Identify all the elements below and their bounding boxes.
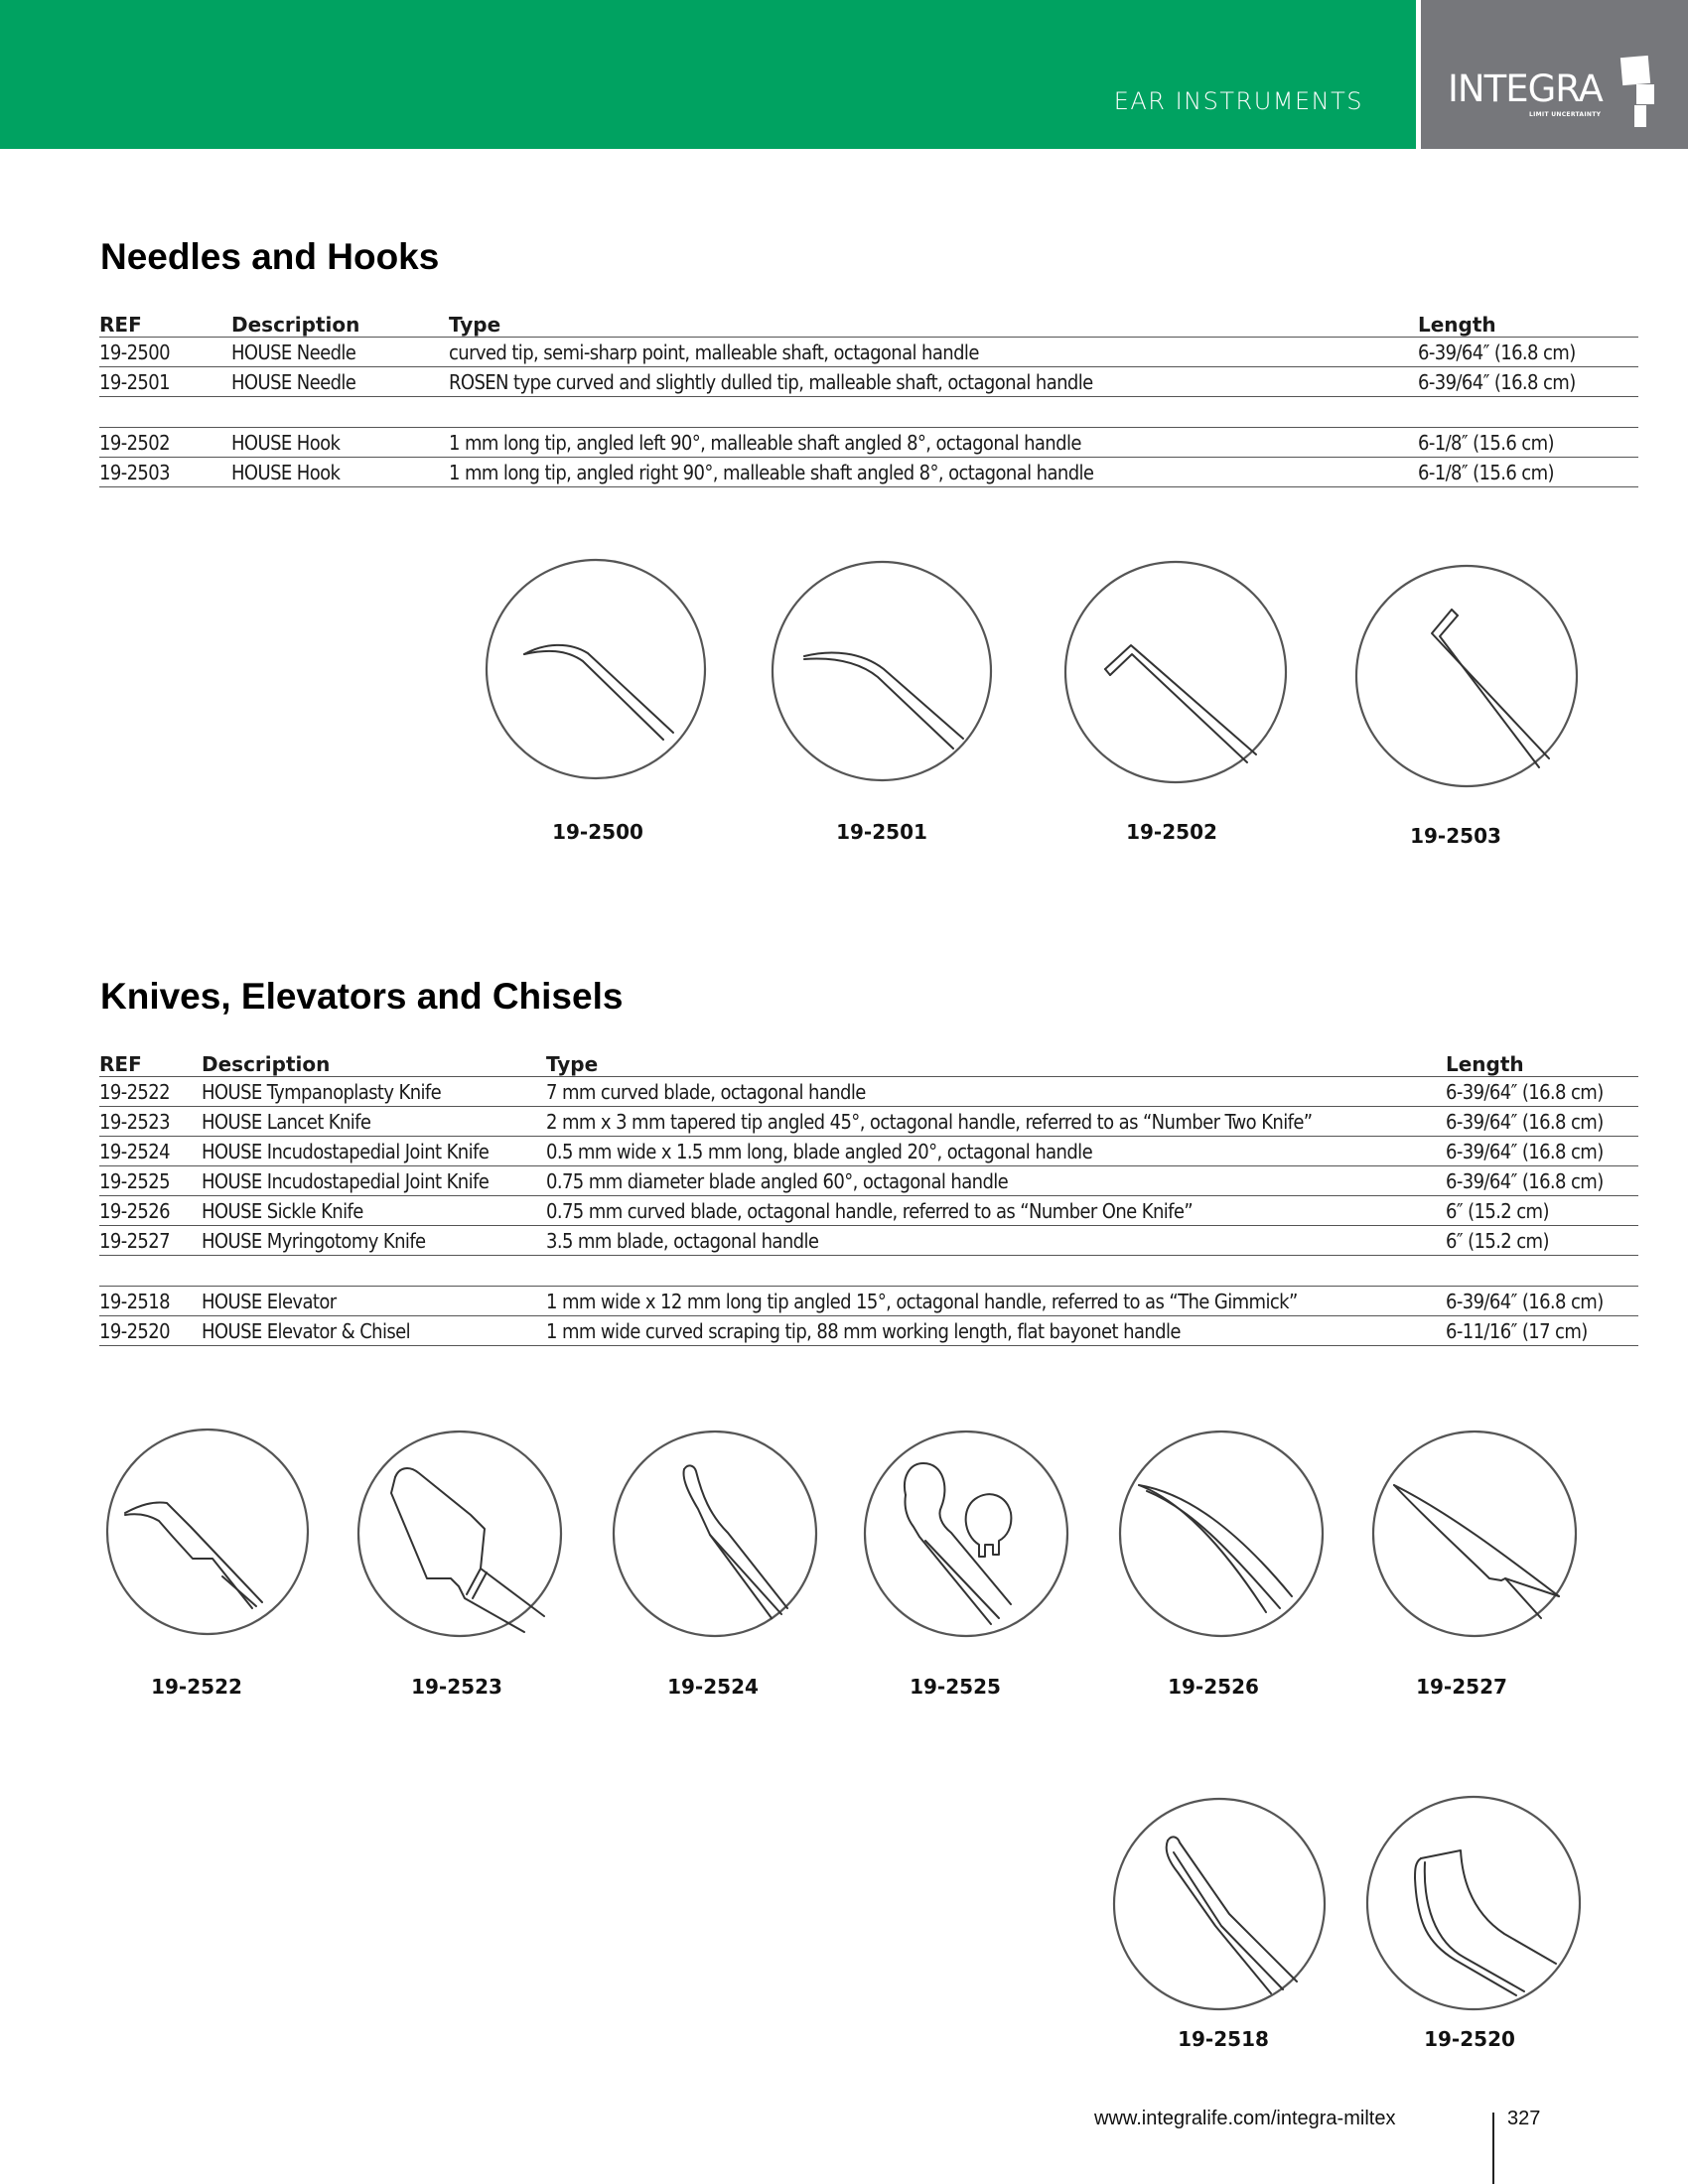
type-cell: 1 mm long tip, angled right 90°, malleable shaft angled 8°, octagonal handle — [449, 458, 1418, 487]
description-cell: HOUSE Elevator — [202, 1287, 546, 1316]
hook-right-tip-icon — [1354, 564, 1579, 788]
figure-label: 19-2527 — [1416, 1675, 1507, 1699]
length-cell: 6-39/64″ (16.8 cm) — [1446, 1107, 1638, 1137]
figure-label: 19-2522 — [151, 1675, 242, 1699]
ref-cell: 19-2526 — [99, 1196, 202, 1226]
type-cell: 7 mm curved blade, octagonal handle — [546, 1077, 1446, 1107]
joint-knife-tip-icon — [611, 1430, 819, 1638]
figure-label: 19-2523 — [411, 1675, 502, 1699]
ref-cell: 19-2503 — [99, 458, 231, 487]
length-cell: 6-39/64″ (16.8 cm) — [1418, 338, 1638, 367]
ref-cell: 19-2524 — [99, 1137, 202, 1166]
figure-label: 19-2501 — [836, 820, 927, 844]
logo-mark-square-low — [1634, 105, 1646, 127]
figure-label: 19-2518 — [1178, 2027, 1269, 2051]
ref-cell: 19-2518 — [99, 1287, 202, 1316]
description-cell: HOUSE Tympanoplasty Knife — [202, 1077, 546, 1107]
tympanoplasty-knife-tip-icon — [105, 1428, 310, 1636]
type-cell: 1 mm long tip, angled left 90°, malleable shaft angled 8°, octagonal handle — [449, 428, 1418, 458]
table-row — [99, 1077, 1638, 1107]
logo-mark-square-mid — [1636, 84, 1654, 104]
length-cell: 6-39/64″ (16.8 cm) — [1418, 367, 1638, 397]
section-heading-knives-elevators-chisels: Knives, Elevators and Chisels — [100, 976, 624, 1017]
length-cell: 6-11/16″ (17 cm) — [1446, 1316, 1638, 1346]
footer-website-link[interactable]: www.integralife.com/integra-miltex — [1094, 2108, 1396, 2129]
length-cell: 6-39/64″ (16.8 cm) — [1446, 1077, 1638, 1107]
type-cell: 2 mm x 3 mm tapered tip angled 45°, octagonal handle, referred to as “Number Two Knife” — [546, 1107, 1446, 1137]
myringotomy-knife-tip-icon — [1370, 1430, 1579, 1638]
header-banner — [0, 0, 1416, 149]
brand-tagline: LIMIT UNCERTAINTY — [1529, 111, 1602, 118]
description-cell: HOUSE Myringotomy Knife — [202, 1226, 546, 1256]
round-joint-knife-tip-icon — [862, 1430, 1070, 1638]
brand-logo: INTEGRA — [1448, 68, 1603, 110]
table-row — [99, 1107, 1638, 1137]
ref-cell: 19-2522 — [99, 1077, 202, 1107]
ref-cell: 19-2523 — [99, 1107, 202, 1137]
ref-cell: 19-2502 — [99, 428, 231, 458]
figure-label: 19-2503 — [1410, 824, 1501, 848]
figure-label: 19-2502 — [1126, 820, 1217, 844]
ref-cell: 19-2527 — [99, 1226, 202, 1256]
description-cell: HOUSE Incudostapedial Joint Knife — [202, 1137, 546, 1166]
logo-mark-square-top — [1620, 56, 1650, 85]
type-cell: 0.5 mm wide x 1.5 mm long, blade angled 20°, octagonal handle — [546, 1137, 1446, 1166]
column-header-length: Length — [1418, 307, 1638, 338]
column-header-ref: REF — [99, 1046, 202, 1077]
rosen-needle-tip-icon — [771, 560, 993, 782]
description-cell: HOUSE Lancet Knife — [202, 1107, 546, 1137]
column-header-ref: REF — [99, 307, 231, 338]
type-cell: 3.5 mm blade, octagonal handle — [546, 1226, 1446, 1256]
elevator-chisel-tip-icon — [1365, 1795, 1582, 2011]
type-cell: 0.75 mm curved blade, octagonal handle, referred to as “Number One Knife” — [546, 1196, 1446, 1226]
table-row — [99, 1316, 1638, 1346]
ref-cell: 19-2501 — [99, 367, 231, 397]
knives-elevators-table — [99, 1046, 1638, 1346]
table-row — [99, 1137, 1638, 1166]
length-cell: 6″ (15.2 cm) — [1446, 1226, 1638, 1256]
figure-label: 19-2526 — [1168, 1675, 1259, 1699]
description-cell: HOUSE Needle — [231, 367, 449, 397]
elevator-tip-icon — [1112, 1797, 1327, 2011]
needles-hooks-table — [99, 307, 1638, 487]
ref-cell: 19-2520 — [99, 1316, 202, 1346]
type-cell: 0.75 mm diameter blade angled 60°, octagonal handle — [546, 1166, 1446, 1196]
table-row — [99, 338, 1638, 367]
sickle-knife-tip-icon — [1117, 1430, 1326, 1638]
table-row — [99, 1226, 1638, 1256]
lancet-knife-tip-icon — [355, 1430, 564, 1638]
figure-label: 19-2500 — [552, 820, 643, 844]
section-title: EAR INSTRUMENTS — [1113, 87, 1363, 115]
table-row — [99, 428, 1638, 458]
length-cell: 6-1/8″ (15.6 cm) — [1418, 428, 1638, 458]
ref-cell: 19-2525 — [99, 1166, 202, 1196]
table-row — [99, 1196, 1638, 1226]
figure-label: 19-2524 — [667, 1675, 759, 1699]
column-header-description: Description — [202, 1046, 546, 1077]
description-cell: HOUSE Elevator & Chisel — [202, 1316, 546, 1346]
type-cell: 1 mm wide x 12 mm long tip angled 15°, octagonal handle, referred to as “The Gimmick” — [546, 1287, 1446, 1316]
curved-needle-tip-icon — [485, 558, 707, 780]
group-spacer — [99, 397, 1638, 428]
table-row — [99, 367, 1638, 397]
table-row — [99, 1166, 1638, 1196]
type-cell: ROSEN type curved and slightly dulled tip, malleable shaft, octagonal handle — [449, 367, 1418, 397]
description-cell: HOUSE Hook — [231, 428, 449, 458]
description-cell: HOUSE Incudostapedial Joint Knife — [202, 1166, 546, 1196]
length-cell: 6-1/8″ (15.6 cm) — [1418, 458, 1638, 487]
figure-label: 19-2520 — [1424, 2027, 1515, 2051]
description-cell: HOUSE Sickle Knife — [202, 1196, 546, 1226]
column-header-length: Length — [1446, 1046, 1638, 1077]
section-heading-needles-hooks: Needles and Hooks — [100, 236, 440, 277]
group-spacer — [99, 1256, 1638, 1287]
length-cell: 6″ (15.2 cm) — [1446, 1196, 1638, 1226]
type-cell: 1 mm wide curved scraping tip, 88 mm working length, flat bayonet handle — [546, 1316, 1446, 1346]
column-header-description: Description — [231, 307, 449, 338]
column-header-type: Type — [546, 1046, 1446, 1077]
hook-left-tip-icon — [1063, 560, 1288, 784]
length-cell: 6-39/64″ (16.8 cm) — [1446, 1166, 1638, 1196]
footer-divider — [1492, 2113, 1494, 2184]
length-cell: 6-39/64″ (16.8 cm) — [1446, 1137, 1638, 1166]
description-cell: HOUSE Needle — [231, 338, 449, 367]
type-cell: curved tip, semi-sharp point, malleable shaft, octagonal handle — [449, 338, 1418, 367]
table-row — [99, 1287, 1638, 1316]
description-cell: HOUSE Hook — [231, 458, 449, 487]
table-row — [99, 458, 1638, 487]
ref-cell: 19-2500 — [99, 338, 231, 367]
figure-label: 19-2525 — [910, 1675, 1001, 1699]
column-header-type: Type — [449, 307, 1418, 338]
page-number: 327 — [1507, 2108, 1541, 2129]
length-cell: 6-39/64″ (16.8 cm) — [1446, 1287, 1638, 1316]
